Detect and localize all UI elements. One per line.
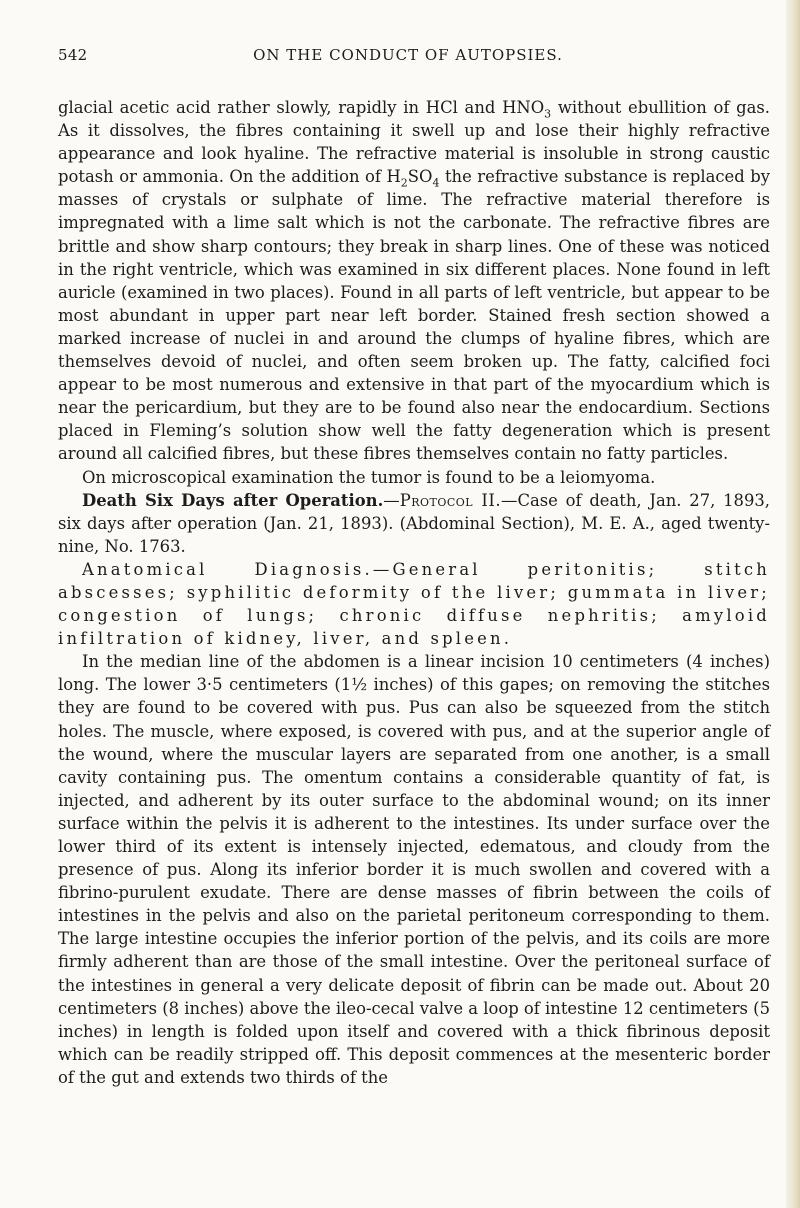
paragraph-abdomen: In the median line of the abdomen is a linear incision 10 centimeters (4 inches) long. The lower 3·5 centimeters (1½ inches) of this gapes; on removing the stitches they are found to be covered with pus. Pus can also be squeezed from the stitch holes. The muscle, where exposed, is covered with pus, and at the superior angle of the wound, where the muscular layers are separated from one another, is a small cavity containing pus. The omentum contains a considerable quantity of fat, is injected, and adherent by its outer surface to the abdominal wound; on its inner surface within the pelvis it is adherent to the intestines. Its under surface over the lower third of its extent is intensely injected, edematous, and cloudy from the presence of pus. Along its inferior border it is much swollen and covered with a fibrino-purulent exudate. There are dense masses of fibrin between the coils of intestines in the pelvis and also on the parietal peritoneum corresponding to them. The large intestine occupies the inferior portion of the pelvis, and its coils are more firmly adherent than are those of the small intestine. Over the peritoneal surface of the intestines in general a very delicate deposit of fibrin can be made out. About 20 centimeters (8 inches) above the ileo-cecal valve a loop of intestine 12 centimeters (5 inches) in length is folded upon itself and covered with a thick fibrinous deposit which can be readily stripped off. This deposit commences at the mesenteric border of the gut and extends two thirds of the	[58, 652, 770, 1087]
paragraph-anatomical-diagnosis: Anatomical Diagnosis.—General peritonitis; stitch abscesses; syphilitic deformity of the liver; gummata in liver; congestion of lungs; chronic diffuse nephritis; amyloid infiltration of kidney, liver, and spleen.	[58, 559, 770, 649]
paragraph-protocol	[58, 489, 770, 558]
protocol-label: Protocol II.	[399, 490, 502, 510]
paragraph-lime-salt	[58, 96, 770, 466]
text-run: SO	[407, 167, 433, 187]
subscript: 2	[400, 176, 408, 190]
subscript: 4	[432, 176, 440, 190]
text-run: —	[383, 490, 400, 510]
text-run: glacial acetic acid rather slowly, rapidly in HCl and HNO	[58, 98, 545, 117]
text-run: without ebullition of gas. As it dissolves, the fibres containing it swell up and lose their highly refractive appearance and look hyaline. The refractive material is insoluble in strong caustic potash or ammonia. On the addition of H	[58, 98, 770, 187]
page-number: 542	[58, 46, 88, 64]
text-run: the refractive substance is replaced by masses of crystals or sulphate of lime. The refractive material therefore is impregnated with a lime salt which is not the carbonate. The refractive fibres are brittle and show sharp contours; they break in sharp lines. One of these was noticed in the right ventricle, which was examined in six different places. None found in left auricle (examined in two places). Found in all parts of left ventricle, but appear to be most abundant in upper part near left border. Stained fresh section showed a marked increase of nuclei in and around the clumps of hyaline fibres, which are themselves devoid of nuclei, and often seem broken up. The fatty, calcified foci appear to be most numerous and extensive in that part of the myocardium which is near the pericardium, but they are to be found also near the endocardium. Sections placed in Fleming’s solution show well the fatty degeneration which is present around all calcified fibres, but these fibres themselves contain no fatty particles.	[58, 167, 771, 464]
subscript: 3	[544, 107, 552, 121]
running-title: ON THE CONDUCT OF AUTOPSIES.	[253, 46, 563, 64]
text-run: —Case of death, Jan. 27, 1893, six days after operation (Jan. 21, 1893). (Abdominal Section), M. E. A., aged twenty-nine, No. 1763.	[58, 490, 771, 556]
paragraph-microscopical: On microscopical examination the tumor is found to be a leiomyoma.	[82, 467, 656, 487]
page-edge	[786, 0, 800, 1208]
section-heading: Death Six Days after Operation.	[82, 490, 384, 510]
body-text	[58, 96, 770, 1089]
page-header	[58, 46, 758, 70]
